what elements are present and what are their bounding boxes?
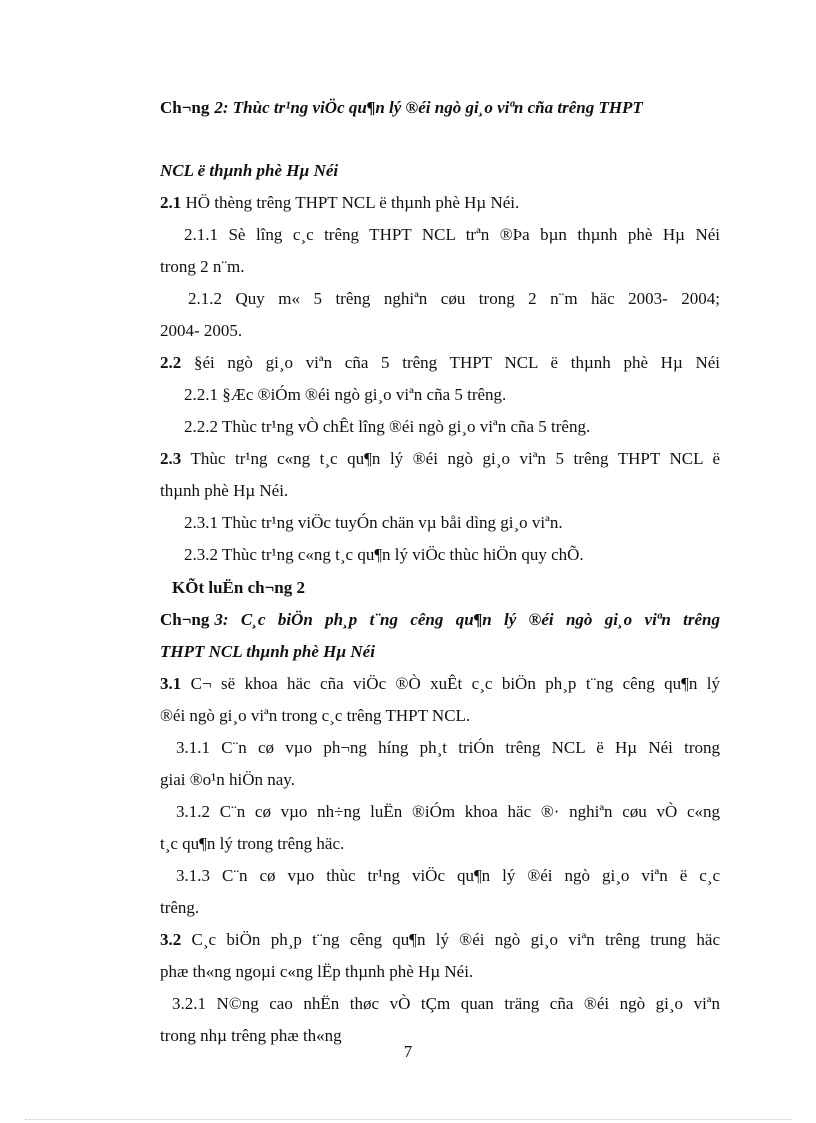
section-number: KÕt luËn ch¬ng 2 — [172, 578, 305, 597]
toc-line — [160, 448, 720, 470]
line-text: t¸c qu¶n lý trong trêng häc. — [160, 834, 345, 853]
line-text: 2: — [214, 98, 229, 117]
line-text: C¸c biÖn ph¸p t¨ng cêng qu¶n lý ®éi ngò gi¸o viªn trêng trung häc — [181, 930, 720, 949]
toc-line — [160, 256, 720, 278]
section-number: 3.2 — [160, 930, 182, 949]
toc-line — [160, 769, 720, 791]
line-text: §éi ngò gi¸o viªn cña 5 trêng THPT NCL ë thµnh phè Hµ Néi — [181, 353, 720, 372]
toc-line — [160, 97, 720, 119]
line-text: trong nhµ trêng phæ th«ng — [160, 1026, 342, 1045]
toc-line — [160, 833, 720, 855]
toc-line — [160, 480, 720, 502]
toc-line — [160, 641, 720, 663]
line-text: 2.3.1 Thùc tr¹ng viÖc tuyÓn chän vµ båi dìng gi¸o viªn. — [184, 513, 563, 532]
toc-line — [184, 416, 720, 438]
toc-line — [160, 897, 720, 919]
line-text: 2004- 2005. — [160, 321, 243, 340]
line-text: phæ th«ng ngoµi c«ng lËp thµnh phè Hµ Néi. — [160, 962, 474, 981]
section-number: 2.1 — [160, 193, 182, 212]
line-text: 3.2.1 N©ng cao nhËn thøc vÒ tÇm quan träng cña ®éi ngò gi¸o viªn — [172, 994, 720, 1013]
toc-line — [184, 512, 720, 534]
line-text: C¬ së khoa häc cña viÖc ®Ò xuÊt c¸c biÖn ph¸p t¨ng cêng qu¶n lý — [181, 674, 720, 693]
toc-line — [172, 993, 720, 1015]
toc-line — [160, 192, 720, 214]
toc-line — [184, 384, 720, 406]
chapter-title: Thùc tr¹ng viÖc qu¶n lý ®éi ngò gi¸o viªn cña trêng THPT — [228, 98, 643, 117]
line-text: trong 2 n¨m. — [160, 257, 245, 276]
section-number: 3.1 — [160, 674, 182, 693]
line-text: Thùc tr¹ng c«ng t¸c qu¶n lý ®éi ngò gi¸o viªn 5 trêng THPT NCL ë — [181, 449, 720, 468]
toc-line — [184, 224, 720, 246]
section-number: Ch¬ng — [160, 98, 210, 117]
chapter-title: THPT NCL thµnh phè Hµ Néi — [160, 642, 375, 661]
toc-line — [160, 705, 720, 727]
line-text: 3: — [214, 610, 229, 629]
toc-line — [160, 929, 720, 951]
toc-line — [184, 544, 720, 566]
line-text: 2.2.1 §Æc ®iÓm ®éi ngò gi¸o viªn cña 5 trêng. — [184, 385, 507, 404]
line-text: 2.1.2 Quy m« 5 trêng nghiªn cøu trong 2 n¨m häc 2003- 2004; — [188, 289, 720, 308]
toc-line — [160, 673, 720, 695]
toc-line — [176, 737, 720, 759]
toc-line — [160, 352, 720, 374]
chapter-title: NCL ë thµnh phè Hµ Néi — [160, 161, 339, 180]
line-text: trêng. — [160, 898, 200, 917]
line-text: 2.3.2 Thùc tr¹ng c«ng t¸c qu¶n lý viÖc thùc hiÖn quy chÕ. — [184, 545, 584, 564]
toc-line — [176, 865, 720, 887]
line-text: 3.1.1 C¨n cø vµo ph¬ng híng ph¸t triÓn trêng NCL ë Hµ Néi trong — [176, 738, 720, 757]
line-text: 3.1.3 C¨n cø vµo thùc tr¹ng viÖc qu¶n lý ®éi ngò gi¸o viªn ë c¸c — [176, 866, 720, 885]
toc-line — [160, 160, 720, 182]
page-number: 7 — [403, 1042, 413, 1061]
line-text: ®éi ngò gi¸o viªn trong c¸c trêng THPT NCL. — [160, 706, 471, 725]
section-number: 2.3 — [160, 449, 182, 468]
line-text: giai ®o¹n hiÖn nay. — [160, 770, 295, 789]
toc-line — [172, 577, 720, 599]
toc-line — [160, 320, 720, 342]
line-text: 2.1.1 Sè lîng c¸c trêng THPT NCL trªn ®Þa bµn thµnh phè Hµ Néi — [184, 225, 720, 244]
section-number: Ch¬ng — [160, 610, 210, 629]
page-footer-divider — [25, 1119, 791, 1120]
line-text: thµnh phè Hµ Néi. — [160, 481, 289, 500]
chapter-title: C¸c biÖn ph¸p t¨ng cêng qu¶n lý ®éi ngò gi¸o viªn trêng — [228, 610, 720, 629]
line-text: 2.2.2 Thùc tr¹ng vÒ chÊt lîng ®éi ngò gi¸o viªn cña 5 trêng. — [184, 417, 591, 436]
line-text: HÖ thèng trêng THPT NCL ë thµnh phè Hµ Néi. — [181, 193, 520, 212]
toc-line — [176, 801, 720, 823]
section-number: 2.2 — [160, 353, 182, 372]
line-text: 3.1.2 C¨n cø vµo nh÷ng luËn ®iÓm khoa häc ®· nghiªn cøu vÒ c«ng — [176, 802, 720, 821]
toc-line — [160, 961, 720, 983]
toc-line — [160, 609, 720, 631]
toc-line — [188, 288, 720, 310]
